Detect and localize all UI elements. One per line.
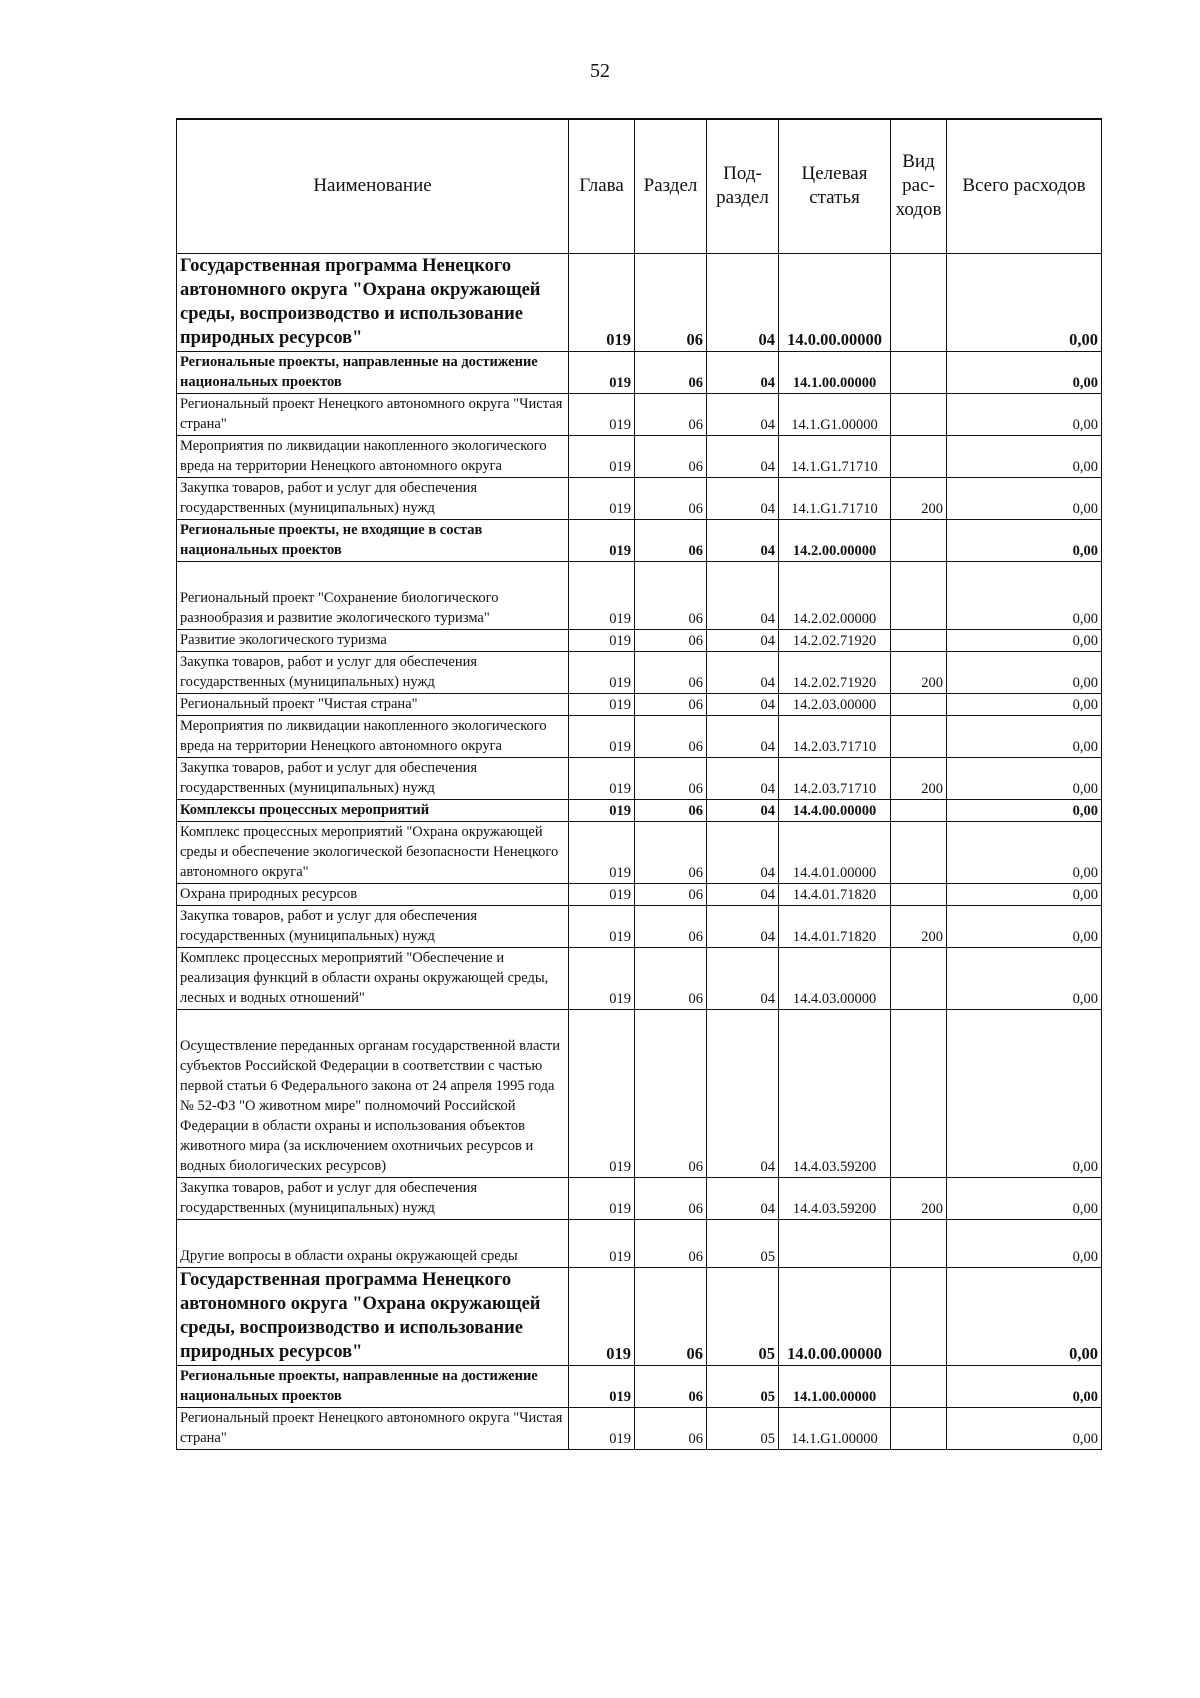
cell-subsection: 04: [707, 651, 779, 693]
cell-total: 0,00: [947, 629, 1102, 651]
cell-total: 0,00: [947, 1407, 1102, 1449]
cell-expense-type: [891, 253, 947, 351]
cell-total: 0,00: [947, 947, 1102, 1009]
cell-section: 06: [635, 799, 707, 821]
cell-section: 06: [635, 253, 707, 351]
cell-total: 0,00: [947, 477, 1102, 519]
cell-expense-type: 200: [891, 477, 947, 519]
header-section: Раздел: [635, 119, 707, 253]
cell-section: 06: [635, 561, 707, 629]
cell-target-article: 14.4.00.00000: [779, 799, 891, 821]
cell-name: Закупка товаров, работ и услуг для обеспечения государственных (муниципальных) нужд: [177, 905, 569, 947]
cell-target-article: 14.4.03.59200: [779, 1009, 891, 1177]
table-row: [177, 435, 1102, 477]
cell-expense-type: [891, 693, 947, 715]
cell-name: Осуществление переданных органам государственной власти субъектов Российской Федерации в соответствии с частью первой статьи 6 Федерального закона от 24 апреля 1995 года № 52-ФЗ "О животном мире" полномочий Российской Федерации в области охраны и использования объектов животного мира (за исключением охотничьих ресурсов и водных биологических ресурсов): [177, 1009, 569, 1177]
cell-subsection: 04: [707, 561, 779, 629]
cell-target-article: 14.2.02.71920: [779, 651, 891, 693]
cell-total: 0,00: [947, 757, 1102, 799]
cell-total: 0,00: [947, 651, 1102, 693]
cell-subsection: 04: [707, 253, 779, 351]
cell-name: Мероприятия по ликвидации накопленного экологического вреда на территории Ненецкого автономного округа: [177, 435, 569, 477]
cell-target-article: 14.4.01.71820: [779, 905, 891, 947]
cell-name: Комплексы процессных мероприятий: [177, 799, 569, 821]
table-row: [177, 1365, 1102, 1407]
cell-subsection: 04: [707, 905, 779, 947]
cell-section: 06: [635, 947, 707, 1009]
expense-table: [176, 118, 1102, 1450]
cell-target-article: 14.4.03.59200: [779, 1177, 891, 1219]
cell-target-article: 14.1.G1.71710: [779, 477, 891, 519]
cell-target-article: 14.4.03.00000: [779, 947, 891, 1009]
table-row: [177, 1219, 1102, 1267]
cell-chapter: 019: [569, 393, 635, 435]
cell-section: 06: [635, 757, 707, 799]
cell-name: Региональные проекты, направленные на достижение национальных проектов: [177, 351, 569, 393]
cell-total: 0,00: [947, 799, 1102, 821]
cell-section: 06: [635, 629, 707, 651]
cell-total: 0,00: [947, 253, 1102, 351]
cell-total: 0,00: [947, 821, 1102, 883]
cell-total: 0,00: [947, 693, 1102, 715]
table-row: [177, 351, 1102, 393]
cell-total: 0,00: [947, 561, 1102, 629]
cell-chapter: 019: [569, 693, 635, 715]
cell-subsection: 04: [707, 477, 779, 519]
table-row: [177, 757, 1102, 799]
cell-total: 0,00: [947, 1267, 1102, 1365]
header-total: Всего расходов: [947, 119, 1102, 253]
cell-chapter: 019: [569, 799, 635, 821]
cell-name: Региональные проекты, не входящие в состав национальных проектов: [177, 519, 569, 561]
cell-total: 0,00: [947, 1177, 1102, 1219]
cell-chapter: 019: [569, 1267, 635, 1365]
cell-subsection: 04: [707, 693, 779, 715]
table-row: [177, 799, 1102, 821]
table-row: [177, 477, 1102, 519]
cell-expense-type: [891, 883, 947, 905]
cell-subsection: 04: [707, 519, 779, 561]
cell-subsection: 04: [707, 757, 779, 799]
header-chapter: Глава: [569, 119, 635, 253]
cell-subsection: 05: [707, 1407, 779, 1449]
cell-section: 06: [635, 1407, 707, 1449]
cell-subsection: 04: [707, 883, 779, 905]
table-header-row: [177, 119, 1102, 253]
cell-expense-type: 200: [891, 1177, 947, 1219]
cell-section: 06: [635, 1365, 707, 1407]
cell-subsection: 04: [707, 1177, 779, 1219]
header-subsection: Под- раздел: [707, 119, 779, 253]
cell-target-article: 14.1.00.00000: [779, 351, 891, 393]
cell-name: Закупка товаров, работ и услуг для обеспечения государственных (муниципальных) нужд: [177, 651, 569, 693]
cell-name: Государственная программа Ненецкого автономного округа "Охрана окружающей среды, воспроизводство и использование природных ресурсов": [177, 1267, 569, 1365]
cell-chapter: 019: [569, 651, 635, 693]
cell-subsection: 04: [707, 393, 779, 435]
cell-section: 06: [635, 651, 707, 693]
cell-section: 06: [635, 883, 707, 905]
cell-expense-type: 200: [891, 651, 947, 693]
cell-chapter: 019: [569, 1009, 635, 1177]
cell-total: 0,00: [947, 351, 1102, 393]
cell-chapter: 019: [569, 757, 635, 799]
table-row: [177, 947, 1102, 1009]
cell-subsection: 05: [707, 1267, 779, 1365]
cell-total: 0,00: [947, 883, 1102, 905]
cell-name: Закупка товаров, работ и услуг для обеспечения государственных (муниципальных) нужд: [177, 757, 569, 799]
table-row: [177, 253, 1102, 351]
cell-section: 06: [635, 519, 707, 561]
cell-target-article: 14.2.03.71710: [779, 757, 891, 799]
cell-expense-type: [891, 561, 947, 629]
table-row: [177, 1267, 1102, 1365]
cell-target-article: 14.0.00.00000: [779, 253, 891, 351]
cell-name: Комплекс процессных мероприятий "Обеспечение и реализация функций в области охраны окружающей среды, лесных и водных отношений": [177, 947, 569, 1009]
cell-chapter: 019: [569, 1365, 635, 1407]
cell-name: Региональные проекты, направленные на достижение национальных проектов: [177, 1365, 569, 1407]
table-row: [177, 651, 1102, 693]
cell-target-article: 14.1.00.00000: [779, 1365, 891, 1407]
cell-subsection: 04: [707, 821, 779, 883]
cell-total: 0,00: [947, 519, 1102, 561]
cell-chapter: 019: [569, 1407, 635, 1449]
table-row: [177, 715, 1102, 757]
cell-subsection: 04: [707, 947, 779, 1009]
cell-chapter: 019: [569, 883, 635, 905]
cell-section: 06: [635, 905, 707, 947]
cell-total: 0,00: [947, 1219, 1102, 1267]
cell-chapter: 019: [569, 629, 635, 651]
cell-expense-type: [891, 435, 947, 477]
cell-expense-type: 200: [891, 905, 947, 947]
cell-target-article: 14.2.00.00000: [779, 519, 891, 561]
table-body: [177, 253, 1102, 1449]
cell-subsection: 04: [707, 1009, 779, 1177]
cell-section: 06: [635, 1267, 707, 1365]
cell-name: Региональный проект Ненецкого автономного округа "Чистая страна": [177, 1407, 569, 1449]
cell-target-article: 14.1.G1.00000: [779, 393, 891, 435]
cell-chapter: 019: [569, 561, 635, 629]
cell-chapter: 019: [569, 821, 635, 883]
cell-target-article: 14.1.G1.00000: [779, 1407, 891, 1449]
cell-name: Охрана природных ресурсов: [177, 883, 569, 905]
cell-expense-type: [891, 519, 947, 561]
cell-target-article: 14.4.01.00000: [779, 821, 891, 883]
cell-name: Комплекс процессных мероприятий "Охрана окружающей среды и обеспечение экологической безопасности Ненецкого автономного округа": [177, 821, 569, 883]
cell-name: Мероприятия по ликвидации накопленного экологического вреда на территории Ненецкого автономного округа: [177, 715, 569, 757]
table-row: [177, 519, 1102, 561]
cell-chapter: 019: [569, 715, 635, 757]
header-name: Наименование: [177, 119, 569, 253]
cell-section: 06: [635, 693, 707, 715]
cell-expense-type: [891, 947, 947, 1009]
cell-target-article: 14.2.02.71920: [779, 629, 891, 651]
cell-subsection: 05: [707, 1365, 779, 1407]
cell-subsection: 04: [707, 799, 779, 821]
cell-expense-type: [891, 393, 947, 435]
table-row: [177, 393, 1102, 435]
cell-name: Региональный проект "Сохранение биологического разнообразия и развитие экологического туризма": [177, 561, 569, 629]
cell-name: Другие вопросы в области охраны окружающей среды: [177, 1219, 569, 1267]
cell-chapter: 019: [569, 947, 635, 1009]
cell-section: 06: [635, 821, 707, 883]
cell-section: 06: [635, 393, 707, 435]
header-target-article: Целевая статья: [779, 119, 891, 253]
cell-chapter: 019: [569, 1177, 635, 1219]
cell-section: 06: [635, 351, 707, 393]
cell-chapter: 019: [569, 477, 635, 519]
cell-subsection: 04: [707, 351, 779, 393]
cell-section: 06: [635, 435, 707, 477]
cell-expense-type: [891, 821, 947, 883]
cell-name: Развитие экологического туризма: [177, 629, 569, 651]
cell-target-article: 14.2.02.00000: [779, 561, 891, 629]
table-row: [177, 693, 1102, 715]
cell-name: Закупка товаров, работ и услуг для обеспечения государственных (муниципальных) нужд: [177, 1177, 569, 1219]
cell-expense-type: [891, 1219, 947, 1267]
cell-expense-type: [891, 1267, 947, 1365]
cell-chapter: 019: [569, 351, 635, 393]
page-number: 52: [590, 60, 610, 82]
cell-total: 0,00: [947, 1009, 1102, 1177]
cell-total: 0,00: [947, 435, 1102, 477]
cell-chapter: 019: [569, 435, 635, 477]
cell-subsection: 04: [707, 715, 779, 757]
table-row: [177, 883, 1102, 905]
cell-section: 06: [635, 477, 707, 519]
cell-expense-type: [891, 715, 947, 757]
cell-chapter: 019: [569, 253, 635, 351]
cell-target-article: 14.0.00.00000: [779, 1267, 891, 1365]
cell-chapter: 019: [569, 519, 635, 561]
cell-subsection: 05: [707, 1219, 779, 1267]
cell-target-article: 14.4.01.71820: [779, 883, 891, 905]
table-row: [177, 1407, 1102, 1449]
table-row: [177, 1009, 1102, 1177]
cell-target-article: [779, 1219, 891, 1267]
cell-expense-type: [891, 1009, 947, 1177]
cell-target-article: 14.1.G1.71710: [779, 435, 891, 477]
cell-expense-type: [891, 1365, 947, 1407]
cell-expense-type: [891, 351, 947, 393]
cell-section: 06: [635, 1177, 707, 1219]
table-row: [177, 1177, 1102, 1219]
cell-name: Региональный проект "Чистая страна": [177, 693, 569, 715]
table-row: [177, 561, 1102, 629]
cell-chapter: 019: [569, 905, 635, 947]
cell-target-article: 14.2.03.71710: [779, 715, 891, 757]
cell-expense-type: 200: [891, 757, 947, 799]
cell-expense-type: [891, 629, 947, 651]
cell-section: 06: [635, 715, 707, 757]
cell-section: 06: [635, 1009, 707, 1177]
table-row: [177, 905, 1102, 947]
cell-expense-type: [891, 799, 947, 821]
cell-section: 06: [635, 1219, 707, 1267]
cell-total: 0,00: [947, 905, 1102, 947]
cell-subsection: 04: [707, 435, 779, 477]
cell-name: Региональный проект Ненецкого автономного округа "Чистая страна": [177, 393, 569, 435]
cell-total: 0,00: [947, 715, 1102, 757]
cell-target-article: 14.2.03.00000: [779, 693, 891, 715]
cell-total: 0,00: [947, 1365, 1102, 1407]
header-expense-type: Вид рас- ходов: [891, 119, 947, 253]
cell-expense-type: [891, 1407, 947, 1449]
cell-total: 0,00: [947, 393, 1102, 435]
cell-name: Государственная программа Ненецкого автономного округа "Охрана окружающей среды, воспроизводство и использование природных ресурсов": [177, 253, 569, 351]
cell-subsection: 04: [707, 629, 779, 651]
table-row: [177, 629, 1102, 651]
cell-name: Закупка товаров, работ и услуг для обеспечения государственных (муниципальных) нужд: [177, 477, 569, 519]
cell-chapter: 019: [569, 1219, 635, 1267]
table-row: [177, 821, 1102, 883]
